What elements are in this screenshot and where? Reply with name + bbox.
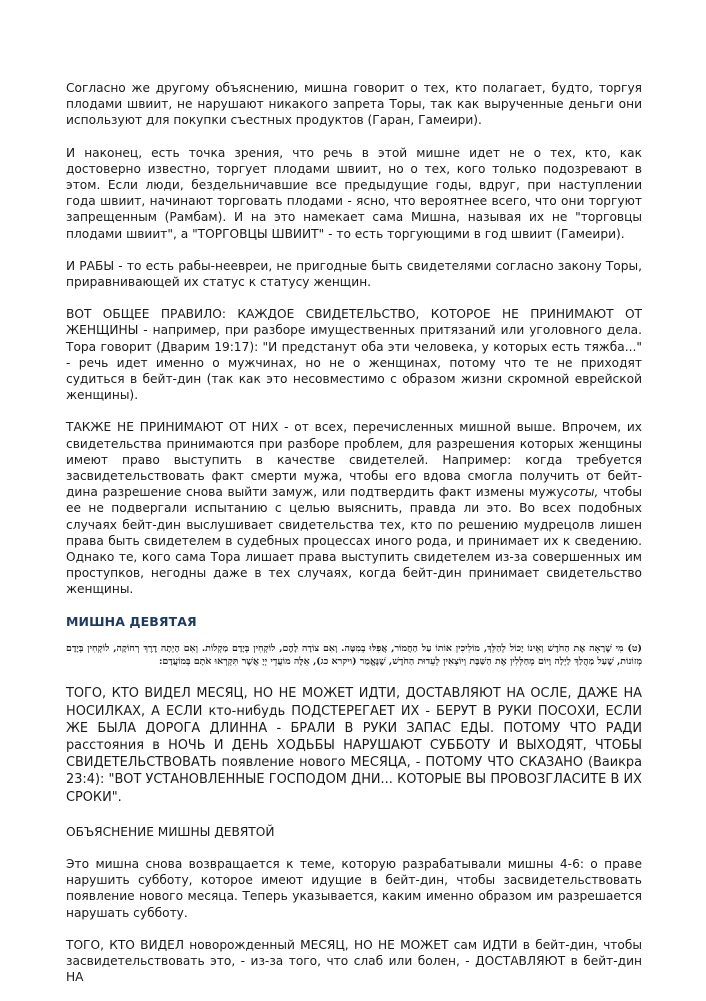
section-heading-mishna-nine: МИШНА ДЕВЯТАЯ [66, 613, 197, 629]
paragraph-finally: И наконец, есть точка зрения, что речь в этой мишне идет не о тех, кто, как достоверно известно, торгует плодами швиит, но о тех, кого только подозревают в этом. Если люди, бездельничавшие все предыдущие годы, вдруг, при наступлении года швиит, начинают торговать плодами - ясно, что вероятнее всего, что они торгуют запрещенным (Рамбам). И на это намекает сама Мишна, называя их не "торговцы плодами швиит", а "ТОРГОВЦЫ ШВИИТ" - то есть торгующими в год швиит (Гамеири). [66, 145, 642, 241]
hebrew-mishna-text: (ט) מִי שֶׁרָאָה אֶת הַחֹדֶשׁ וְאֵינוֹ יָכוֹל לְהַלֵּךְ, מוֹלִיכִין אוֹתוֹ עַל הַחֲמוֹר, אֲפִלּוּ בְמִטָּה. וְאִם צוֹדָה לָהֶם, לוֹקְחִין בְּיָדָם מַקְלוֹת. וְאִם הָיְתָה דֶרֶךְ רְחוֹקָה, לוֹקְחִין בְּיָדָם מְזוֹנוֹת, שֶׁעַל מַהֲלַךְ לַיְלָה וָיוֹם מְחַלְּלִין אֶת הַשַּׁבָּת וְיוֹצְאִין לְעֵדוּת הַחֹדֶשׁ, שֶׁנֶּאֱמַר (ויקרא כג), אֵלֶּה מוֹעֲדֵי יְיָ אֲשֶׁר תִּקְרְאוּ אֹתָם בְּמוֹעֲדָם: [66, 642, 642, 668]
explanation-paragraph-1: Это мишна снова возвращается к теме, которую разрабатывали мишны 4-6: о праве нарушить субботу, которое имеют идущие в бейт-дин, чтобы засвидетельствовать появление нового месяца. Теперь указывается, каким именно образом им разрешается нарушать субботу. [66, 856, 642, 920]
document-page [66, 80, 642, 1001]
paragraph-general-rule: ВОТ ОБЩЕЕ ПРАВИЛО: КАЖДОЕ СВИДЕТЕЛЬСТВО, КОТОРОЕ НЕ ПРИНИМАЮТ ОТ ЖЕНЩИНЫ - например, при разборе имущественных притязаний или уголовного дела. Тора говорит (Дварим 19:17): "И предстанут оба эти человека, у которых есть тяжба..." - речь идет именно о мужчинах, но не о женщинах, потому что те не приходят судиться в бейт-дин (так как это несовместимо с образом жизни скромной еврейской женщины). [66, 307, 642, 403]
also-text-before: ТАКЖЕ НЕ ПРИНИМАЮТ ОТ НИХ - от всех, перечисленных мишной выше. Впрочем, их свидетельства принимаются при разборе проблем, для разрешения которых женщины имеют право выступить в качестве свидетелей. Например: когда требуется засвидетельствовать факт смерти мужа, чтобы его вдова смогла получить от бейт-дина разрешение снова выйти замуж, или подтвердить факт измены мужу [66, 420, 642, 500]
explanation-title: ОБЪЯСНЕНИЕ МИШНЫ ДЕВЯТОЙ [66, 824, 275, 839]
also-text-italic: соты, [563, 485, 599, 500]
mishna-translation: ТОГО, КТО ВИДЕЛ МЕСЯЦ, НО НЕ МОЖЕТ ИДТИ, ДОСТАВЛЯЮТ НА ОСЛЕ, ДАЖЕ НА НОСИЛКАХ, А ЕСЛИ кто-нибудь ПОДСТЕРЕГАЕТ ИХ - БЕРУТ В РУКИ ПОСОХИ, ЕСЛИ ЖЕ БЫЛА ДОРОГА ДЛИННА - БРАЛИ В РУКИ ЗАПАС ЕДЫ. ПОТОМУ ЧТО РАДИ расстояния в НОЧЬ И ДЕНЬ ХОДЬБЫ НАРУШАЮТ СУББОТУ И ВЫХОДЯТ, ЧТОБЫ СВИДЕТЕЛЬСТВОВАТЬ появление нового МЕСЯЦА, - ПОТОМУ ЧТО СКАЗАНО (Ваикра 23:4): "ВОТ УСТАНОВЛЕННЫЕ ГОСПОДОМ ДНИ... КОТОРЫЕ ВЫ ПРОВОЗГЛАСИТЕ В ИХ СРОКИ". [66, 686, 642, 805]
paragraph-other-explanation: Согласно же другому объяснению, мишна говорит о тех, кто полагает, будто, торгуя плодами швиит, не нарушают никакого запрета Торы, так как вырученные деньги они используют для покупки съестных продуктов (Гаран, Гамеири). [66, 81, 642, 128]
also-text-after: чтобы ее не подвергали испытанию с целью выяснить, правда ли это. Во всех подобных случаях бейт-дин выслушивает свидетельства тех, кто по решению мудрецолв лишен права быть свидетелем в судебных процессах иного рода, и принимает их к сведению. Однако те, кого сама Тора лишает права выступить свидетелем из-за совершенных им проступков, негодны даже в тех случаях, когда бейт-дин принимает свидетельство женщины. [66, 485, 642, 597]
paragraph-slaves: И РАБЫ - то есть рабы-неевреи, не пригодные быть свидетелями согласно закону Торы, приравнивающей их статус к статусу женщин. [66, 258, 642, 290]
explanation-paragraph-2: ТОГО, КТО ВИДЕЛ новорожденный МЕСЯЦ, НО НЕ МОЖЕТ сам ИДТИ в бейт-дин, чтобы засвидетельствовать это, - из-за того, что слаб или болен, - ДОСТАВЛЯЮТ в бейт-дин НА [66, 937, 642, 985]
paragraph-also-not-accepted [66, 419, 642, 597]
